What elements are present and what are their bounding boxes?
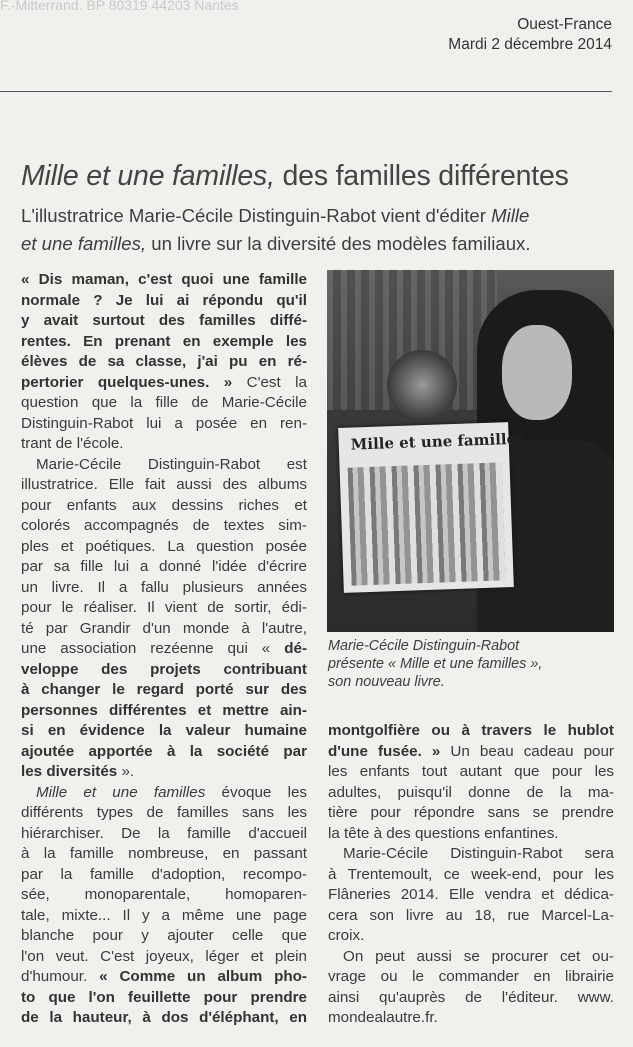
body-text: illustratrice. Elle fait aussi des albums [21, 476, 307, 493]
text-line [21, 865, 307, 886]
text-line [21, 742, 307, 763]
masthead-address: F.-Mitterrand. BP 80319 44203 Nantes [0, 0, 239, 13]
photo-lamp [387, 350, 457, 420]
text-line [21, 578, 307, 599]
text-line [328, 721, 614, 742]
subhead-text: L'illustratrice Marie-Cécile Distinguin-Rabot vient d'éditer [21, 205, 492, 226]
text-line [21, 311, 307, 332]
body-text: Flâneries 2014. Elle vendra et dédica- [328, 886, 614, 903]
text-line [21, 414, 307, 435]
text-line [21, 373, 307, 394]
newspaper-name: Ouest-France [517, 16, 612, 33]
text-line [21, 598, 307, 619]
text-line [21, 721, 307, 742]
body-text: tière pour répondre sans se prendre [328, 804, 614, 821]
book-cover [338, 422, 525, 593]
text-line [328, 885, 614, 906]
bold-text: à changer le regard porté sur des [21, 681, 307, 698]
text-line [21, 619, 307, 640]
header-divider [0, 91, 612, 92]
headline-italic: Mille et une familles, [21, 160, 275, 192]
body-text: question que la fille de Marie-Cécile [21, 394, 307, 411]
text-line [21, 824, 307, 845]
text-line [21, 537, 307, 558]
text-line [21, 988, 307, 1009]
text-line [21, 434, 307, 455]
body-text: Un beau cadeau pour [440, 742, 614, 760]
text-line [328, 742, 614, 763]
body-text: ». [117, 763, 135, 780]
text-line [21, 332, 307, 353]
bold-text: to que l'on feuillette pour prendre [21, 988, 307, 1006]
body-text: pour le réaliser. Il vient de sortir, édi- [21, 599, 307, 616]
text-line [328, 947, 614, 968]
body-text: blanche pour y ajouter celle que [21, 927, 307, 944]
bold-text: les diversités [21, 763, 118, 780]
text-line [328, 926, 614, 947]
caption-line: Marie-Cécile Distinguin-Rabot [328, 638, 520, 654]
book-cover-illustration [348, 462, 506, 585]
body-text: évoque les [205, 783, 307, 801]
body-text: la tête à des questions enfantines. [328, 824, 559, 842]
article-photo [327, 270, 614, 632]
photo-caption [328, 637, 542, 691]
text-line [21, 967, 307, 988]
body-text: ples et poétiques. La question posée [21, 537, 307, 555]
headline-rest: des familles différentes [274, 160, 569, 192]
body-text: ainsi qu'auprès de l'éditeur. www. [328, 988, 614, 1006]
masthead [448, 15, 612, 55]
bold-text: ajoutée apportée à la société par [21, 742, 307, 760]
text-line [21, 885, 307, 906]
bold-text: pertorier quelques-unes. » [21, 373, 233, 391]
article-column-right [328, 721, 614, 1029]
body-text: croix. [328, 927, 365, 944]
text-line [328, 967, 614, 988]
text-line [21, 660, 307, 681]
text-line [21, 926, 307, 947]
body-text: hiérarchiser. De la famille d'accueil [21, 824, 307, 842]
body-text: à Trentemoult, ce week-end, pour les [328, 865, 614, 883]
bold-text: dé- [284, 640, 307, 657]
bold-text: y avait surtout des familles diffé- [21, 312, 307, 329]
body-text: trant de l'école. [21, 435, 124, 452]
text-line [21, 516, 307, 537]
bold-text: normale ? Je lui ai répondu qu'il [21, 291, 307, 309]
article-headline [21, 160, 569, 193]
text-line [328, 783, 614, 804]
text-line [328, 803, 614, 824]
caption-line: présente « Mille et une familles », [328, 656, 543, 672]
body-text: pour enfants aux dessins riches et [21, 496, 307, 514]
text-line [21, 291, 307, 312]
bold-text: « Dis maman, c'est quoi une famille [21, 271, 307, 288]
text-line [21, 947, 307, 968]
bold-text: rentes. En prenant en exemple les [21, 332, 307, 350]
text-line [21, 844, 307, 865]
text-line [21, 393, 307, 414]
text-line [328, 762, 614, 783]
body-text: Marie-Cécile Distinguin-Rabot est [36, 455, 307, 473]
caption-line: son nouveau livre. [328, 674, 445, 690]
text-line [328, 824, 614, 845]
body-text: un livre. Il a fallu plusieurs années [21, 578, 307, 596]
text-line [21, 906, 307, 927]
text-line [328, 906, 614, 927]
text-line [21, 680, 307, 701]
body-text: d'humour. [21, 968, 100, 985]
body-text: sée, monoparentale, homoparen- [21, 886, 307, 903]
body-text: Marie-Cécile Distinguin-Rabot sera [343, 845, 614, 862]
body-text: une association rezéenne qui « [21, 640, 285, 657]
body-text: différents types de familles sans les [21, 804, 307, 821]
publication-date: Mardi 2 décembre 2014 [448, 36, 612, 53]
body-text: les enfants tout autant que pour les [328, 763, 614, 780]
body-text: On peut aussi se procurer cet ou- [343, 947, 614, 965]
text-line [21, 1008, 307, 1029]
bold-text: personnes différentes et mettre ain- [21, 701, 307, 719]
bold-text: « Comme un album pho- [99, 968, 307, 985]
bold-text: montgolfière ou à travers le hublot [328, 722, 614, 739]
text-line [328, 1008, 614, 1029]
body-text: colorés accompagnés de textes sim- [21, 517, 307, 534]
body-text: té par Grandir d'un monde à l'autre, [21, 619, 307, 637]
subhead-text: un livre sur la diversité des modèles familiaux. [146, 233, 531, 254]
text-line [21, 701, 307, 722]
subhead-italic: et une familles, [21, 233, 147, 254]
photo-person-face [502, 325, 572, 420]
bold-text: élèves de sa classe, j'ai pu en ré- [21, 353, 307, 370]
text-line [21, 352, 307, 373]
subhead-italic: Mille [491, 205, 530, 226]
text-line [21, 762, 307, 783]
bold-text: si en évidence la valeur humaine [21, 722, 307, 739]
book-cover-title: Mille et une familles [350, 429, 525, 454]
bold-text: d'une fusée. » [328, 742, 441, 760]
text-line [328, 844, 614, 865]
bold-text: veloppe des projets contribuant [21, 660, 307, 678]
text-line [21, 557, 307, 578]
text-line [21, 803, 307, 824]
text-line [21, 270, 307, 291]
text-line [21, 455, 307, 476]
body-text: C'est la [232, 373, 307, 391]
article-column-left [21, 270, 307, 1029]
body-text: cera son livre au 18, rue Marcel-La- [328, 906, 614, 924]
bold-text: de la hauteur, à dos d'éléphant, en [21, 1009, 307, 1026]
body-text: adultes, puisqu'il donne de la ma- [328, 783, 614, 801]
article-subhead [21, 202, 531, 258]
text-line [21, 639, 307, 660]
body-text: l'on veut. C'est joyeux, léger et plein [21, 947, 307, 965]
body-text: à la famille nombreuse, en passant [21, 845, 307, 862]
text-line [21, 496, 307, 517]
text-line [21, 783, 307, 804]
text-line [328, 865, 614, 886]
body-text: par la famille d'adoption, recompo- [21, 865, 307, 883]
text-line [328, 988, 614, 1009]
body-text: par sa fille lui a donné l'idée d'écrire [21, 558, 307, 575]
italic-text: Mille et une familles [36, 783, 206, 801]
body-text: tale, mixte... Il y a même une page [21, 906, 307, 924]
body-text: mondealautre.fr. [328, 1009, 438, 1026]
body-text: vrage ou le commander en librairie [328, 968, 614, 985]
text-line [21, 475, 307, 496]
body-text: Distinguin-Rabot lui a posée en ren- [21, 414, 307, 432]
